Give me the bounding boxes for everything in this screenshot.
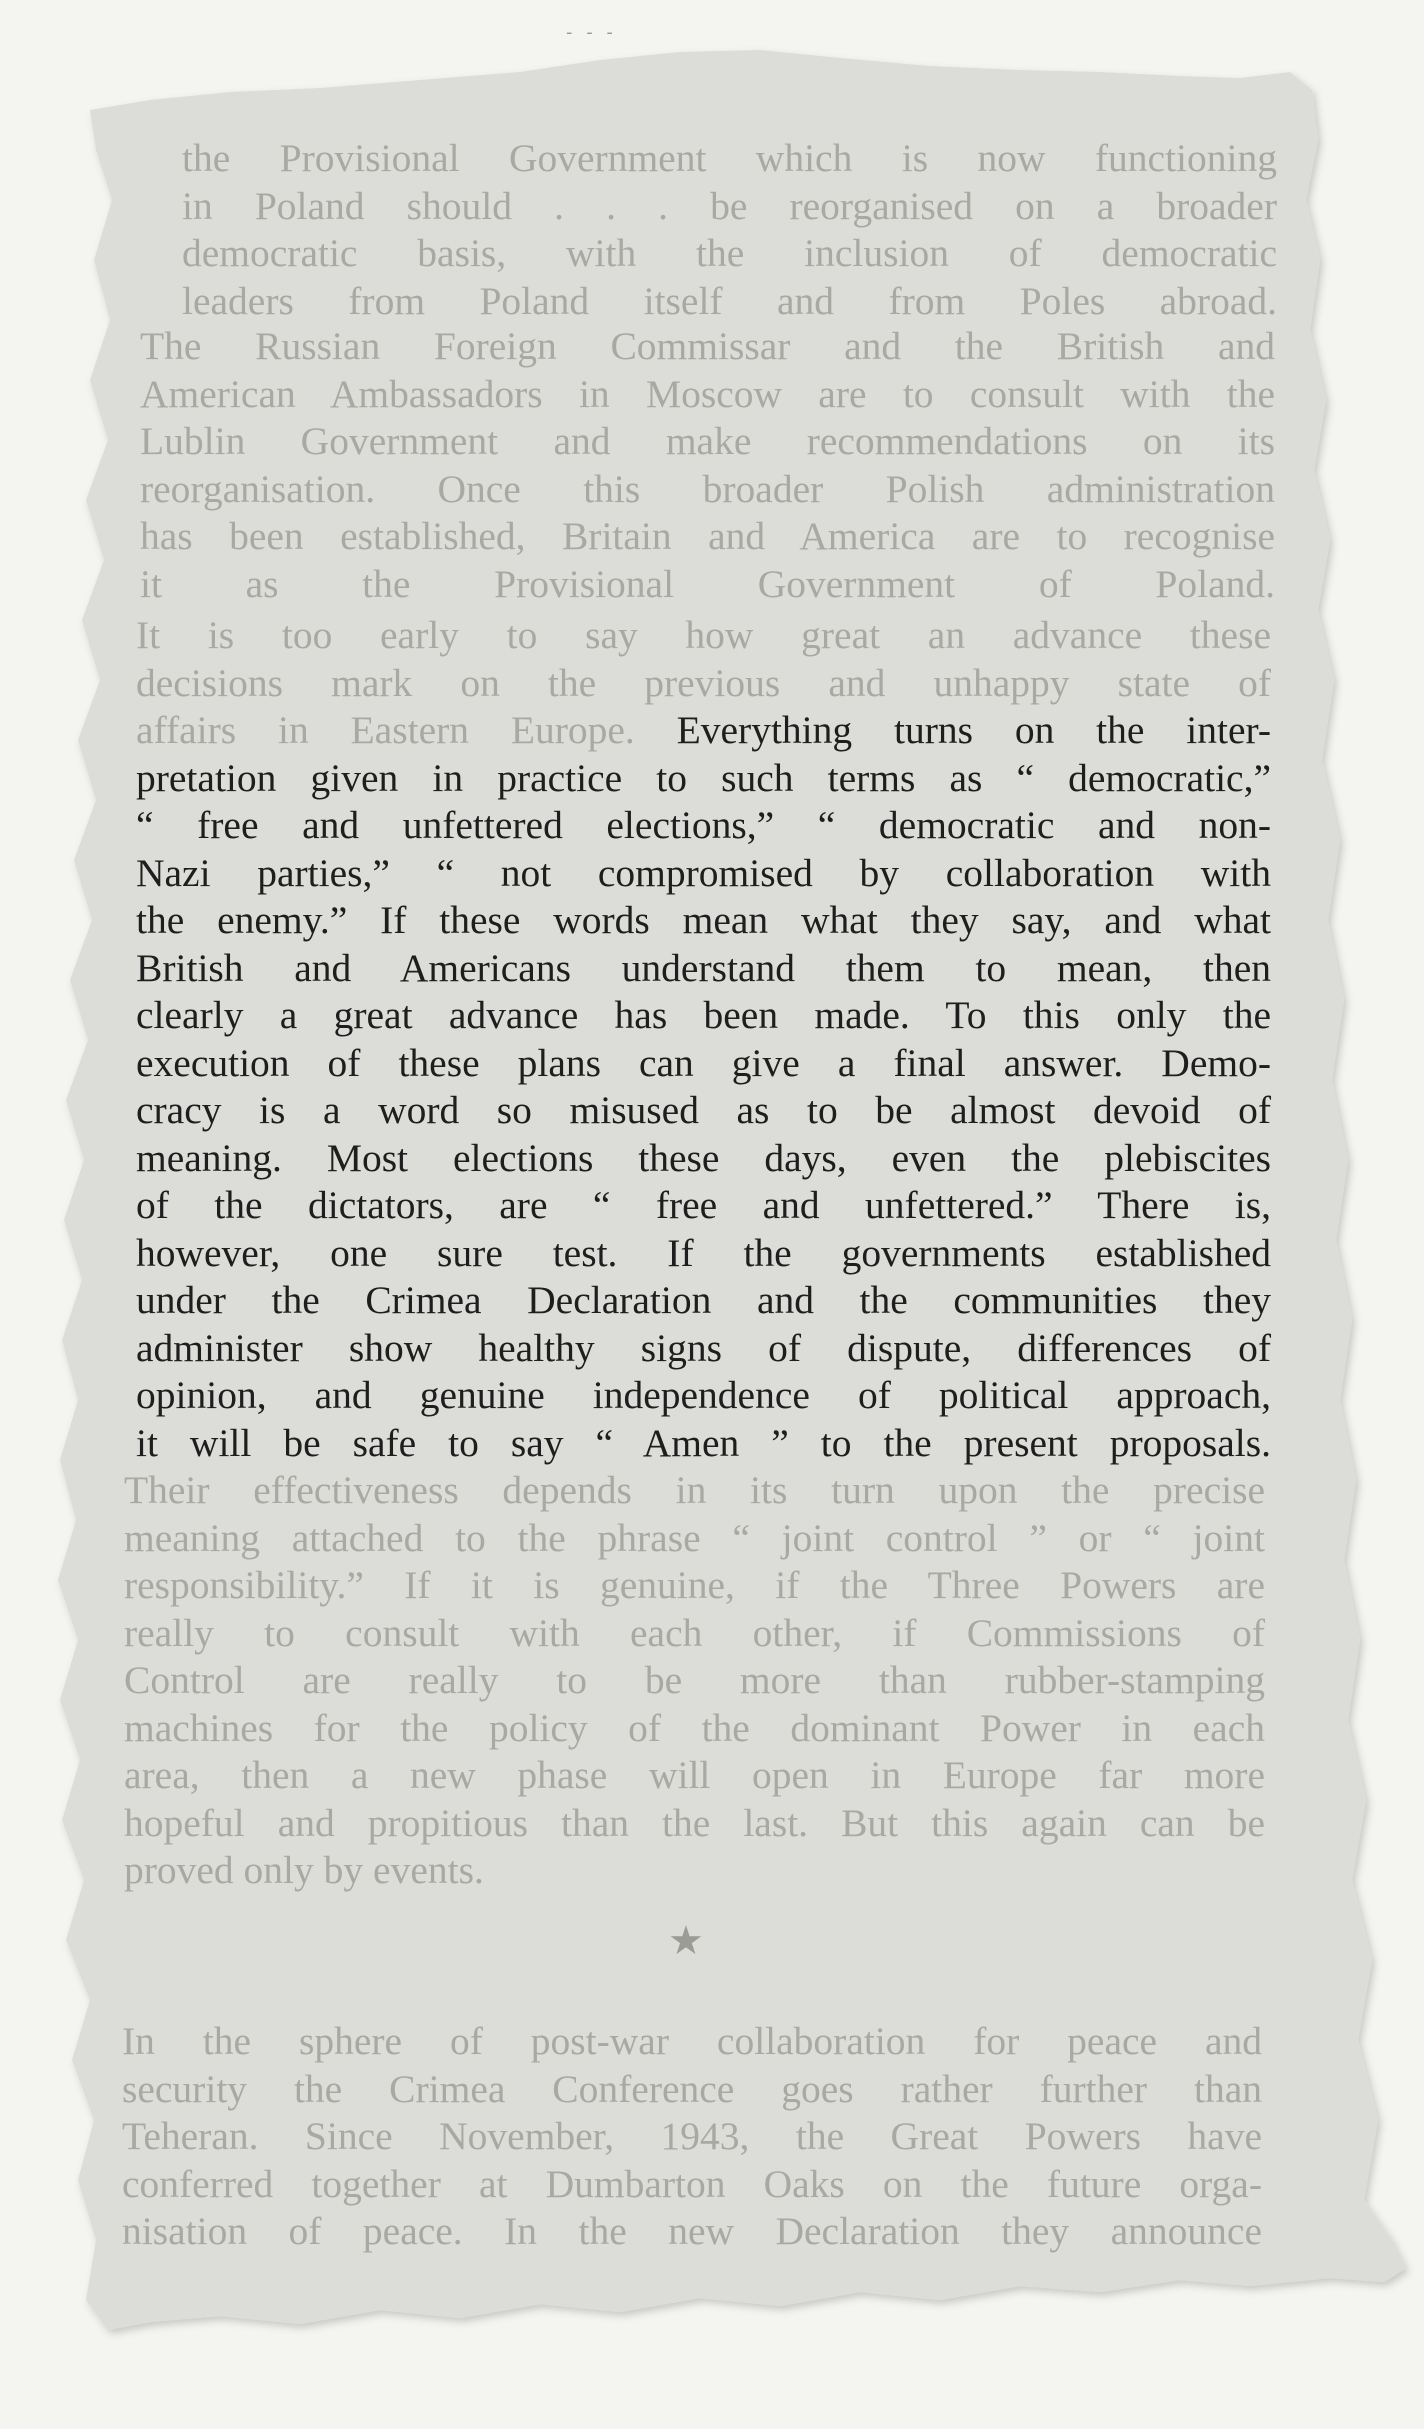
highlighted-line: Nazi parties,” “ not compromised by collaboration with [136, 850, 1271, 895]
text-line: American Ambassadors in Moscow are to consult with the [140, 371, 1275, 416]
highlighted-line: the enemy.” If these words mean what they say, and what [136, 898, 1271, 942]
paragraph-highlighted-passage [136, 612, 1271, 1467]
section-separator-star-icon: ★ [668, 1918, 704, 1964]
highlighted-line: clearly a great advance has been made. To this only the [136, 993, 1271, 1037]
text-line: responsibility.” If it is genuine, if the Three Powers are [124, 1563, 1265, 1607]
text-line: Teheran. Since November, 1943, the Great Powers have [122, 2114, 1262, 2158]
text-line: nisation of peace. In the new Declaration they announce [122, 2209, 1262, 2253]
highlighted-line: administer show healthy signs of dispute, differences of [136, 1325, 1271, 1370]
text-line: decisions mark on the previous and unhappy state of [136, 660, 1271, 705]
paragraph-quoted-declaration [182, 135, 1277, 325]
paragraph-russian-commissar [140, 323, 1275, 608]
text-line: machines for the policy of the dominant Power in each [124, 1705, 1265, 1750]
faded-segment: affairs in Eastern Europe. [136, 708, 635, 752]
text-line: Their effectiveness depends in its turn upon the precise [124, 1468, 1265, 1512]
highlighted-segment: Everything turns on the inter- [676, 708, 1271, 752]
text-line: reorganisation. Once this broader Polish administration [140, 466, 1275, 511]
text-line: hopeful and propitious than the last. But this again can be [124, 1800, 1265, 1845]
highlighted-line: British and Americans understand them to mean, then [136, 945, 1271, 990]
highlighted-line: however, one sure test. If the governments established [136, 1230, 1271, 1275]
mixed-text-line [136, 707, 1271, 755]
text-line: security the Crimea Conference goes rather further than [122, 2066, 1262, 2111]
highlighted-line: execution of these plans can give a final answer. Demo- [136, 1040, 1271, 1085]
highlighted-line: of the dictators, are “ free and unfettered.” There is, [136, 1183, 1271, 1227]
text-line: Control are really to be more than rubber-stamping [124, 1658, 1265, 1702]
highlighted-line: it will be safe to say “ Amen ” to the present proposals. [136, 1420, 1271, 1465]
text-line: The Russian Foreign Commissar and the British and [140, 324, 1275, 368]
highlighted-line: pretation given in practice to such terms as “ democratic,” [136, 755, 1271, 800]
highlighted-line: opinion, and genuine independence of political approach, [136, 1373, 1271, 1417]
text-line: conferred together at Dumbarton Oaks on the future orga- [122, 2161, 1262, 2206]
text-line: in Poland should . . . be reorganised on a broader [182, 183, 1277, 228]
text-line: In the sphere of post-war collaboration for peace and [122, 2019, 1262, 2063]
text-line: meaning attached to the phrase “ joint control ” or “ joint [124, 1515, 1265, 1560]
text-line: It is too early to say how great an advance these [136, 613, 1271, 657]
text-line: the Provisional Government which is now functioning [182, 136, 1277, 180]
paragraph-effectiveness [124, 1467, 1265, 1895]
text-line: Lublin Government and make recommendations on its [140, 419, 1275, 463]
top-edge-marks: - - - [566, 22, 617, 43]
highlighted-line: “ free and unfettered elections,” “ democratic and non- [136, 803, 1271, 847]
paragraph-post-war-collaboration [122, 2018, 1262, 2256]
highlighted-line: cracy is a word so misused as to be almost devoid of [136, 1088, 1271, 1132]
text-line: has been established, Britain and America are to recognise [140, 514, 1275, 558]
text-line: leaders from Poland itself and from Poles abroad. [182, 278, 1277, 323]
text-line: proved only by events. [124, 1848, 484, 1892]
highlighted-line: meaning. Most elections these days, even the plebiscites [136, 1135, 1271, 1180]
highlighted-line: under the Crimea Declaration and the communities they [136, 1278, 1271, 1322]
text-line: area, then a new phase will open in Europe far more [124, 1753, 1265, 1797]
text-line: democratic basis, with the inclusion of democratic [182, 231, 1277, 275]
text-line: it as the Provisional Government of Poland. [140, 561, 1275, 606]
text-line: really to consult with each other, if Commissions of [124, 1610, 1265, 1655]
